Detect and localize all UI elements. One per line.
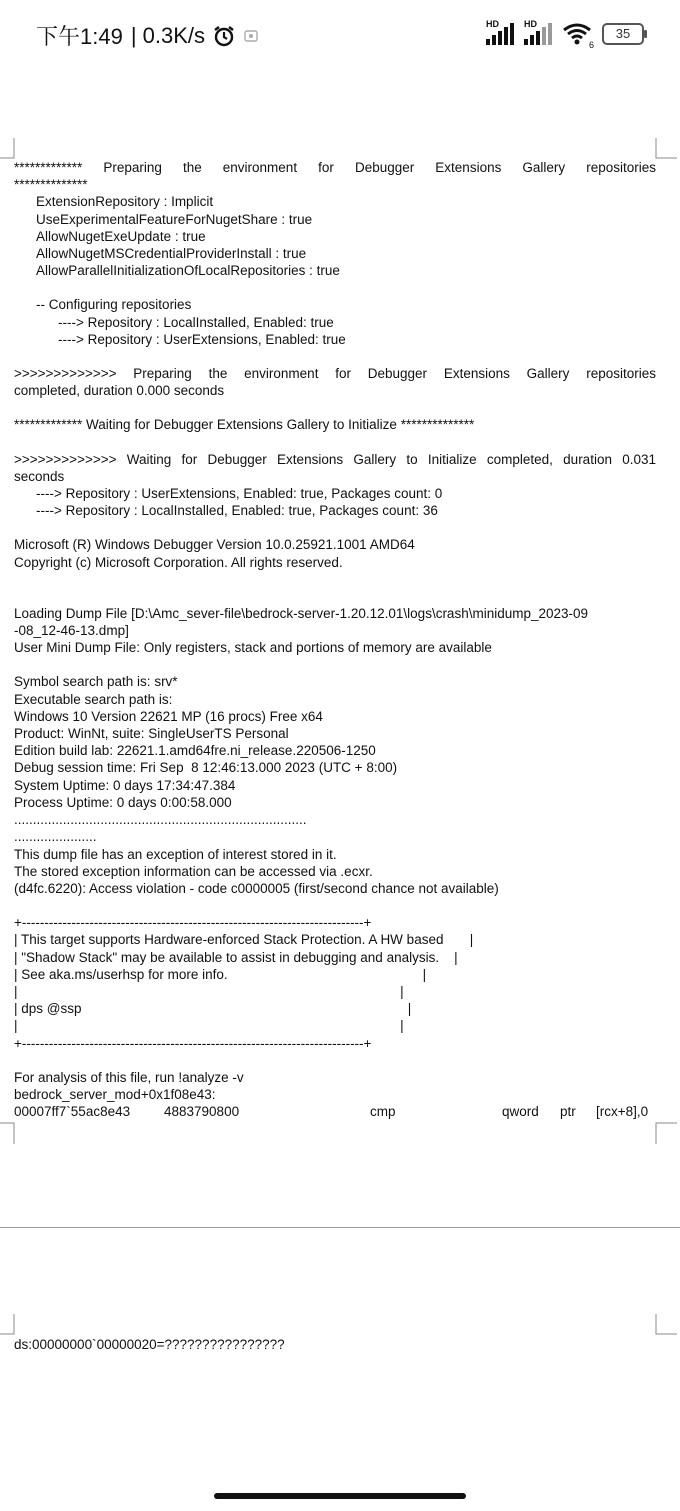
box-line: | See aka.ms/userhsp for more info. | (14, 966, 427, 982)
box-line: | dps @ssp | (14, 1001, 412, 1017)
signal-icon (486, 19, 514, 45)
page2-corner-top-left (0, 1314, 22, 1336)
setting-line: AllowNugetMSCredentialProviderInstall : true (36, 246, 307, 262)
page2-content (14, 1336, 656, 1353)
asm-arg-operand: [rcx+8],0 (596, 1104, 649, 1120)
asm-bytes: 4883790800 (164, 1104, 240, 1120)
page-corner-top-right (655, 138, 677, 160)
setting-line: UseExperimentalFeatureForNugetShare : true (36, 211, 313, 227)
waiting-header: ************* Waiting for Debugger Extensions Gallery to Initialize ************** (14, 417, 475, 433)
asm-opcode: cmp (370, 1104, 396, 1120)
configuring-line: -- Configuring repositories (36, 297, 192, 313)
page-separator (0, 1227, 680, 1228)
status-bar (0, 0, 680, 70)
notification-icon (243, 28, 259, 44)
wait-done-line: >>>>>>>>>>>>> Waiting for Debugger Extensions Gallery to Initialize completed, duration 0.031 (14, 451, 656, 467)
box-border-bottom: +----------------------------------------------------------------------------+ (14, 1035, 372, 1051)
memory-value-line: ds:00000000`00000020=???????????????? (14, 1337, 285, 1352)
status-left (36, 20, 259, 51)
sysinfo-line: Product: WinNt, suite: SingleUserTS Personal (14, 726, 289, 742)
box-border-top: +----------------------------------------------------------------------------+ (14, 915, 372, 931)
symbol-line: bedrock_server_mod+0x1f08e43: (14, 1086, 216, 1102)
asm-arg-qword: qword (502, 1104, 539, 1120)
env-done-line: >>>>>>>>>>>>> Preparing the environment for Debugger Extensions Gallery repositories (14, 366, 656, 382)
home-indicator[interactable] (214, 1493, 466, 1499)
analyze-line: For analysis of this file, run !analyze -v (14, 1069, 244, 1085)
sysinfo-line: Debug session time: Fri Sep 8 12:46:13.000 2023 (UTC + 8:00) (14, 760, 398, 776)
wait-done-line-2: seconds (14, 468, 65, 484)
box-line: | "Shadow Stack" may be available to assist in debugging and analysis. | (14, 949, 458, 965)
exception-line: (d4fc.6220): Access violation - code c0000005 (first/second chance not available) (14, 880, 499, 896)
dots-line: .............................................................................. (14, 812, 307, 828)
sysinfo-line: Edition build lab: 22621.1.amd64fre.ni_release.220506-1250 (14, 743, 376, 759)
hd-label: HD (486, 19, 499, 29)
mini-dump-line: User Mini Dump File: Only registers, stack and portions of memory are available (14, 640, 492, 656)
status-right (486, 19, 644, 50)
battery-level: 35 (615, 26, 631, 41)
network-speed: | 0.3K/s (130, 22, 206, 48)
env-header: ************* Preparing the environment for Debugger Extensions Gallery repositories (14, 160, 656, 175)
sysinfo-line: Process Uptime: 0 days 0:00:58.000 (14, 794, 232, 810)
box-line: | | (14, 1018, 404, 1034)
box-line: | | (14, 983, 404, 999)
asm-arg-ptr: ptr (560, 1104, 576, 1120)
version-line: Microsoft (R) Windows Debugger Version 10.0.25921.1001 AMD64 (14, 537, 415, 553)
page-corner-bottom-left (0, 1122, 22, 1144)
sysinfo-line: Executable search path is: (14, 691, 173, 707)
hd-label-2: HD (524, 19, 537, 29)
repo-count-line: ----> Repository : UserExtensions, Enabled: true, Packages count: 0 (36, 486, 443, 502)
page-corner-top-left (0, 138, 22, 160)
battery-icon (602, 23, 644, 45)
repo-line: ----> Repository : UserExtensions, Enabled: true (58, 331, 346, 347)
env-done-line-2: completed, duration 0.000 seconds (14, 383, 225, 399)
repo-count-line: ----> Repository : LocalInstalled, Enabled: true, Packages count: 36 (36, 503, 438, 519)
page-corner-bottom-right (655, 1122, 677, 1144)
exception-line: The stored exception information can be accessed via .ecxr. (14, 863, 373, 879)
alarm-icon (213, 25, 235, 47)
page2-corner-top-right (655, 1314, 677, 1336)
sysinfo-line: Symbol search path is: srv* (14, 674, 178, 690)
wifi-badge: 6 (588, 40, 594, 50)
repo-line: ----> Repository : LocalInstalled, Enabled: true (58, 314, 334, 330)
signal-icon-2 (524, 19, 552, 45)
dots-line-2: ...................... (14, 829, 97, 845)
status-time: 下午1:49 (36, 24, 123, 49)
loading-dump-line: Loading Dump File [D:\Amc_sever-file\bedrock-server-1.20.12.01\logs\crash\minidump_2023-09 (14, 605, 589, 621)
asm-address: 00007ff7`55ac8e43 (14, 1104, 131, 1120)
wifi-icon (562, 22, 594, 50)
env-header-tail: ************** (14, 177, 88, 193)
asm-line (14, 1103, 656, 1120)
loading-dump-line-2: -08_12-46-13.dmp] (14, 623, 129, 639)
setting-line: ExtensionRepository : Implicit (36, 194, 214, 210)
debugger-output (14, 159, 656, 1120)
copyright-line: Copyright (c) Microsoft Corporation. All rights reserved. (14, 554, 343, 570)
sysinfo-line: System Uptime: 0 days 17:34:47.384 (14, 777, 236, 793)
box-line: | This target supports Hardware-enforced Stack Protection. A HW based | (14, 932, 474, 948)
setting-line: AllowNugetExeUpdate : true (36, 228, 206, 244)
exception-line: This dump file has an exception of interest stored in it. (14, 846, 337, 862)
setting-line: AllowParallelInitializationOfLocalRepositories : true (36, 263, 340, 279)
sysinfo-line: Windows 10 Version 22621 MP (16 procs) Free x64 (14, 708, 323, 724)
